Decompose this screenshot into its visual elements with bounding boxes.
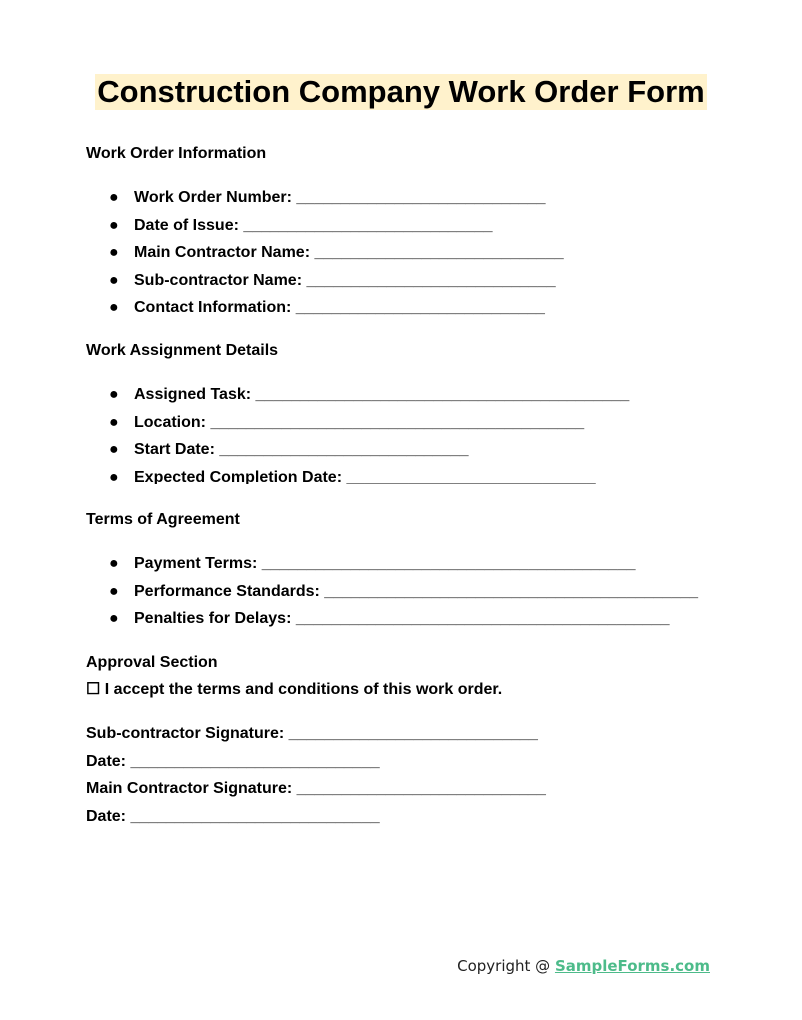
bullet-icon: ● xyxy=(109,610,119,627)
field-penalties-for-delays[interactable]: ● Penalties for Delays: __________________________________________ xyxy=(109,610,670,627)
expected-completion-clip xyxy=(86,468,736,484)
work-assignment-list-continued xyxy=(86,468,596,484)
section-heading-approval: Approval Section xyxy=(86,654,218,671)
field-payment-terms[interactable]: ● Payment Terms: __________________________________________ xyxy=(109,555,636,572)
field-sub-contractor-name[interactable]: ● Sub-contractor Name: ____________________________ xyxy=(109,271,556,289)
section-heading-work-assignment: Work Assignment Details xyxy=(86,342,279,359)
bullet-icon: ● xyxy=(109,582,119,600)
section-heading-terms: Terms of Agreement xyxy=(86,511,240,528)
field-work-order-number[interactable]: ● Work Order Number: ____________________________ xyxy=(109,189,546,206)
copyright-footer xyxy=(457,956,710,976)
document-title: Construction Company Work Order Form xyxy=(97,74,705,109)
section-heading-work-order-info: Work Order Information xyxy=(86,145,267,162)
bullet-icon: ● xyxy=(109,244,119,261)
field-assigned-task[interactable]: ● Assigned Task: __________________________________________ xyxy=(109,386,630,403)
bullet-icon: ● xyxy=(109,299,119,316)
field-date-of-issue[interactable]: ● Date of Issue: ____________________________ xyxy=(109,216,493,234)
main-contractor-signature-field[interactable]: Main Contractor Signature: ____________________________ xyxy=(86,780,546,797)
bullet-icon: ● xyxy=(109,386,119,403)
field-start-date[interactable]: ● Start Date: ____________________________ xyxy=(109,441,469,458)
bullet-icon: ● xyxy=(109,271,119,289)
main-contractor-date-field[interactable]: Date: ____________________________ xyxy=(86,807,380,825)
work-assignment-list xyxy=(86,385,629,468)
accept-terms-checkbox[interactable]: ☐ I accept the terms and conditions of this work order. xyxy=(86,681,503,698)
bullet-icon: ● xyxy=(109,413,119,431)
field-expected-completion-date[interactable]: ● Expected Completion Date: ____________________________ xyxy=(86,468,596,484)
work-order-info-list xyxy=(86,188,564,326)
copyright-prefix: Copyright @ xyxy=(457,957,555,975)
title-container xyxy=(0,74,802,110)
bullet-icon: ● xyxy=(109,555,119,572)
brand-link[interactable]: SampleForms.com xyxy=(554,957,710,975)
bullet-icon: ● xyxy=(109,441,119,458)
bullet-icon: ● xyxy=(109,216,119,234)
sub-contractor-date-field[interactable]: Date: ____________________________ xyxy=(86,752,380,770)
sub-contractor-signature-field[interactable]: Sub-contractor Signature: ____________________________ xyxy=(86,725,538,742)
field-location[interactable]: ● Location: __________________________________________ xyxy=(109,413,585,431)
field-contact-information[interactable]: ● Contact Information: ____________________________ xyxy=(109,299,545,316)
field-main-contractor-name[interactable]: ● Main Contractor Name: ____________________________ xyxy=(109,244,564,261)
bullet-icon: ● xyxy=(109,469,119,484)
field-performance-standards[interactable]: ● Performance Standards: __________________________________________ xyxy=(109,582,699,600)
signature-block xyxy=(86,724,546,834)
bullet-icon: ● xyxy=(109,189,119,206)
terms-list xyxy=(86,554,698,637)
